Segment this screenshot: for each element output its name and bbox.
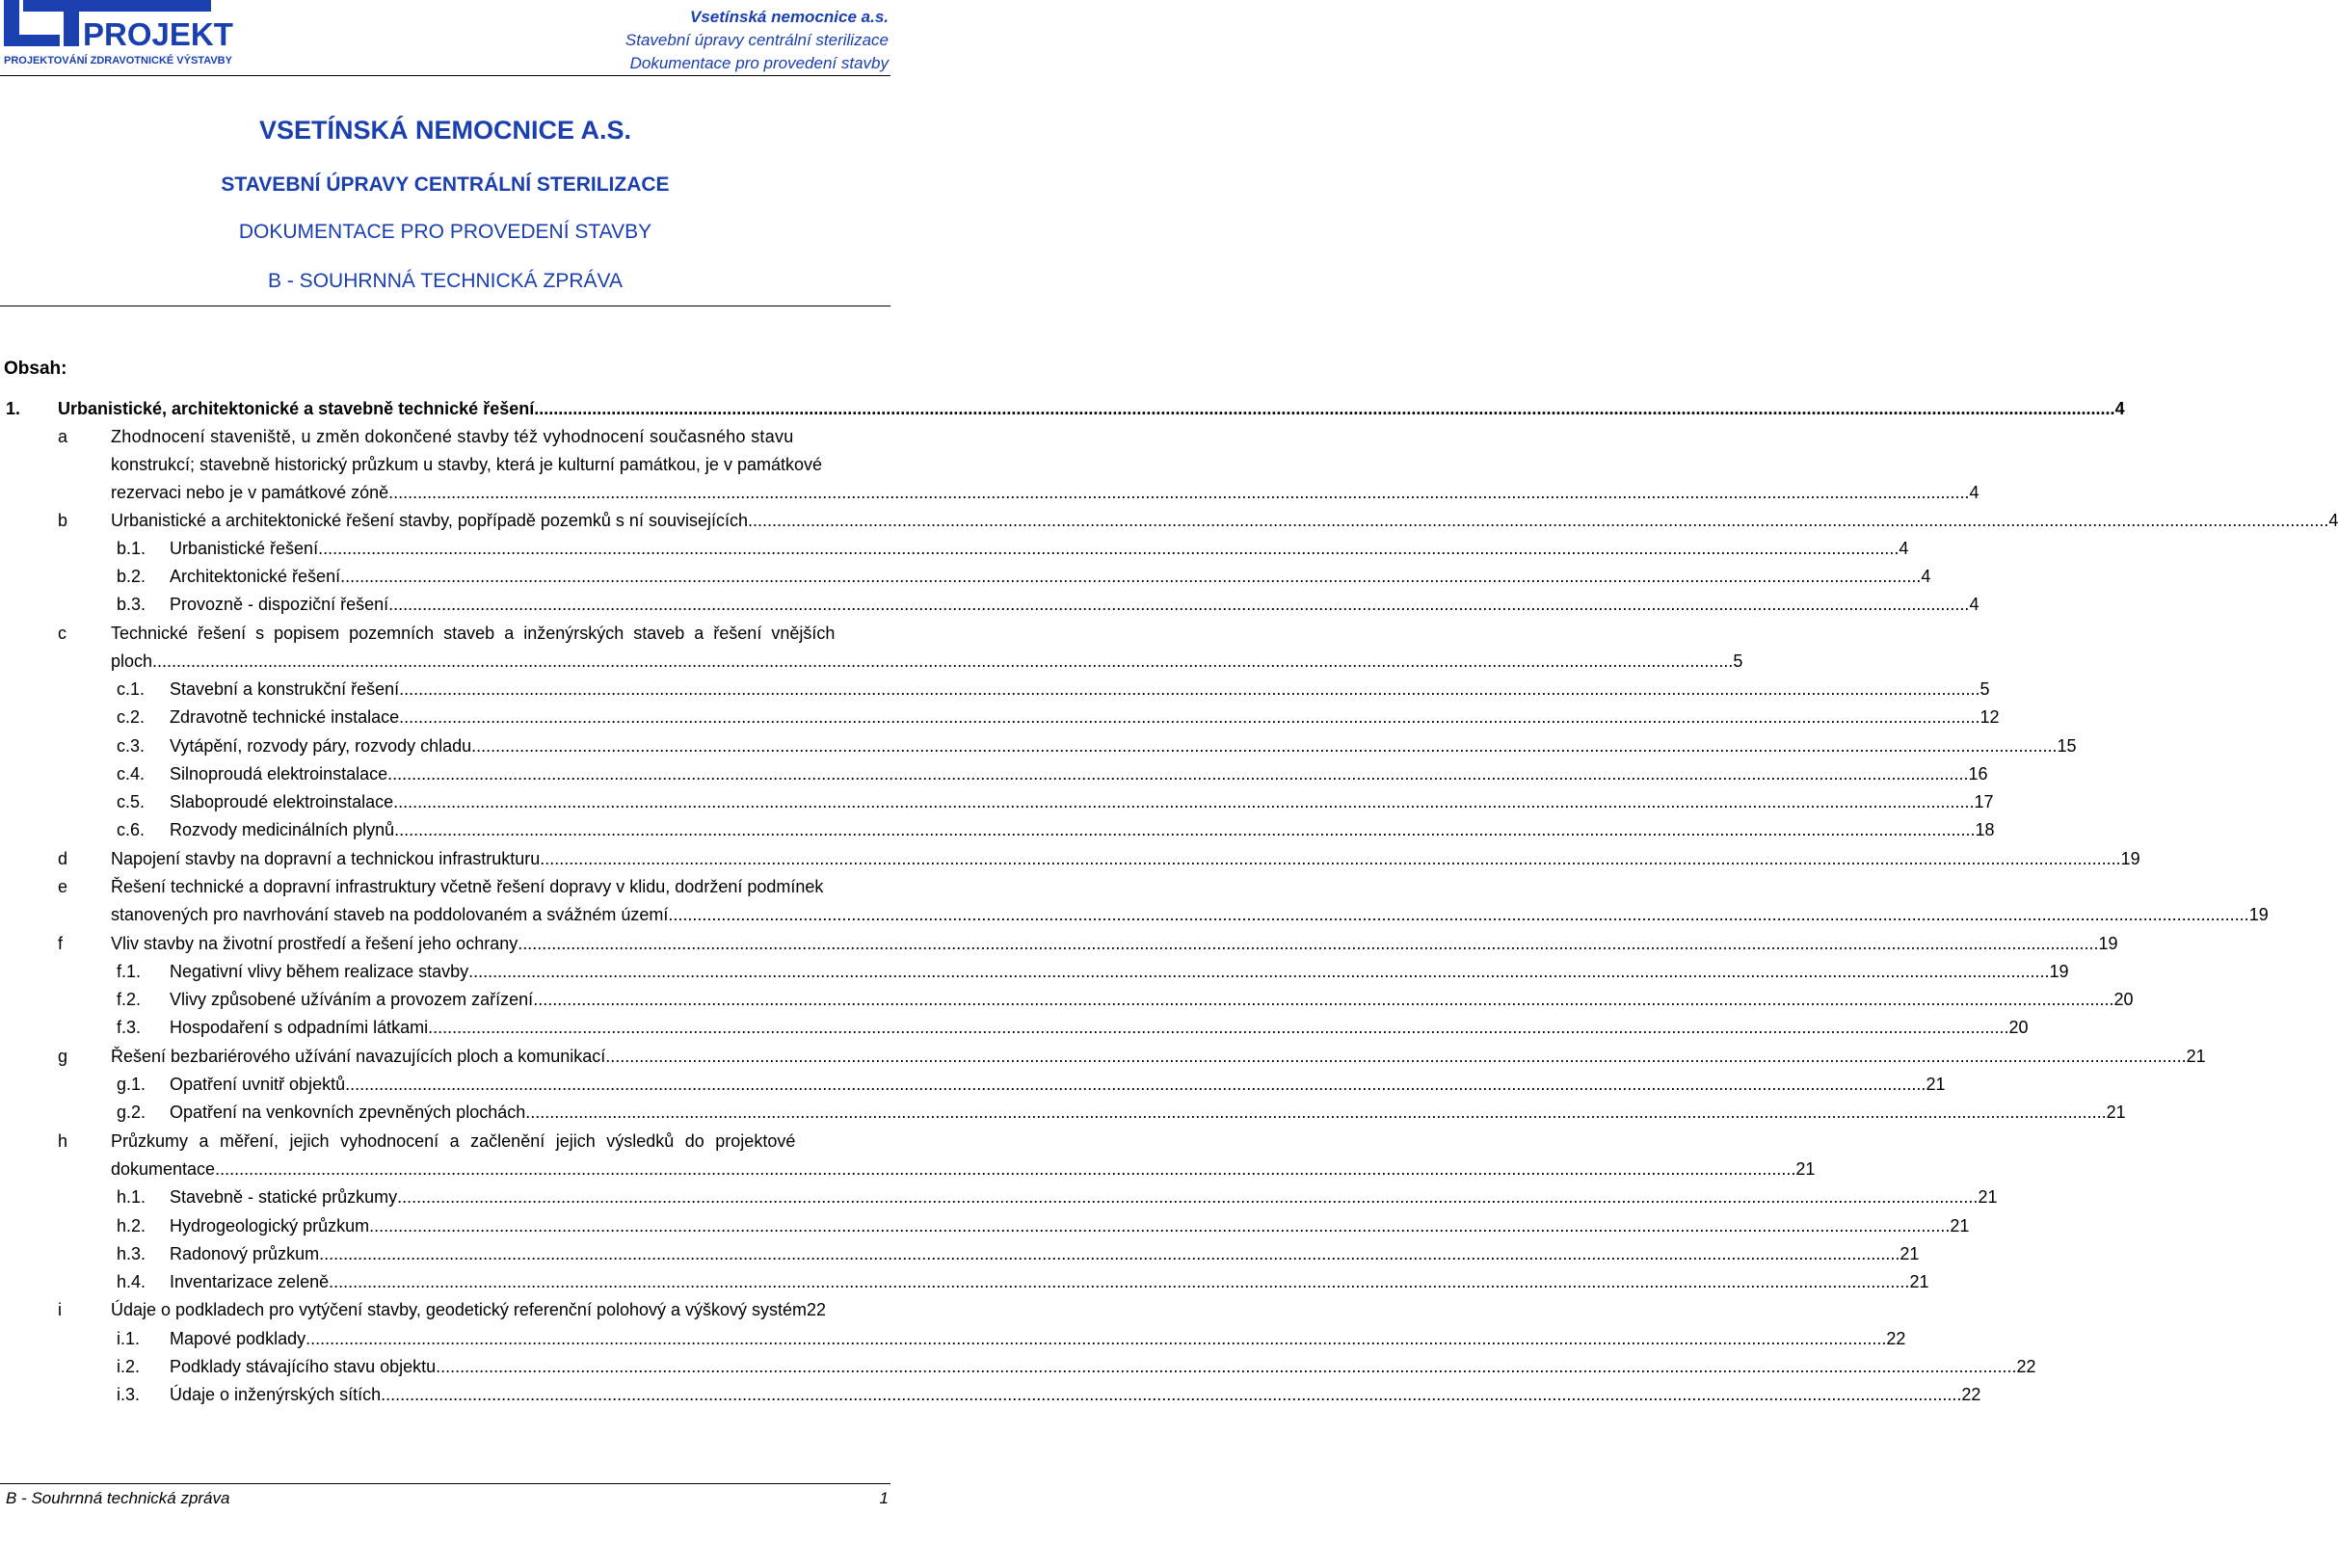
toc-page: 16 bbox=[1968, 764, 1988, 784]
toc-page: 19 bbox=[2049, 962, 2069, 981]
toc-number: c.6. bbox=[117, 820, 146, 839]
toc-label: Napojení stavby na dopravní a technickou infrastrukturu bbox=[111, 849, 541, 868]
toc-entry-f3[interactable] bbox=[0, 1014, 2029, 1042]
toc-leader bbox=[428, 1014, 2008, 1042]
toc-page: 19 bbox=[2248, 905, 2269, 924]
toc-label: Hospodaření s odpadními látkami bbox=[170, 1018, 429, 1037]
toc-number: c bbox=[58, 624, 66, 643]
title-project: STAVEBNÍ ÚPRAVY CENTRÁLNÍ STERILIZACE bbox=[221, 173, 670, 196]
toc-leader bbox=[668, 901, 2248, 929]
toc-label-line1: Zhodnocení staveniště, u změn dokončené stavby též vyhodnocení současného stavu bbox=[111, 427, 794, 446]
toc-entry-c2[interactable] bbox=[0, 704, 2000, 731]
toc-entry-h4[interactable] bbox=[0, 1268, 1929, 1296]
toc-line bbox=[170, 1240, 1920, 1268]
toc-entry-c1[interactable] bbox=[0, 676, 1990, 704]
toc-label-line1: Technické řešení s popisem pozemních staveb a inženýrských staveb a řešení vnějších bbox=[111, 624, 836, 643]
toc-line bbox=[111, 479, 1979, 507]
toc-page: 21 bbox=[1909, 1272, 1929, 1291]
contents-heading: Obsah: bbox=[4, 359, 67, 379]
toc-number: 1. bbox=[6, 399, 21, 418]
toc-leader bbox=[340, 563, 1921, 591]
toc-line bbox=[170, 1071, 1946, 1099]
toc-label: Architektonické řešení bbox=[170, 567, 341, 586]
toc-leader bbox=[329, 1268, 1909, 1296]
svg-text:PROJEKTOVÁNÍ ZDRAVOTNICKÉ VÝST: PROJEKTOVÁNÍ ZDRAVOTNICKÉ VÝSTAVBY bbox=[4, 55, 232, 66]
toc-label: Rozvody medicinálních plynů bbox=[170, 820, 395, 839]
toc-page: 21 bbox=[1978, 1187, 1998, 1207]
toc-number: i.3. bbox=[117, 1385, 141, 1404]
toc-line bbox=[170, 1014, 2029, 1042]
toc-line bbox=[170, 676, 1990, 704]
toc-line bbox=[170, 1325, 1906, 1353]
toc-label: Slaboproudé elektroinstalace bbox=[170, 792, 394, 811]
toc-label: Údaje o podkladech pro vytýčení stavby, geodetický referenční polohový a výškový systém bbox=[111, 1300, 808, 1319]
toc-number: f.3. bbox=[117, 1018, 142, 1037]
toc-leader bbox=[397, 1183, 1978, 1211]
toc-line bbox=[111, 1296, 887, 1324]
toc-leader bbox=[748, 507, 2328, 535]
toc-page: 12 bbox=[1979, 707, 2000, 727]
toc-label: Opatření na venkovních zpevněných plochách bbox=[170, 1103, 526, 1122]
toc-line bbox=[170, 1268, 1929, 1296]
toc-entry-h3[interactable] bbox=[0, 1240, 1920, 1268]
toc-entry-g2[interactable] bbox=[0, 1099, 2126, 1127]
toc-number: g.1. bbox=[117, 1075, 146, 1094]
toc-entry-a-end bbox=[0, 479, 1979, 507]
toc-number: f bbox=[58, 934, 64, 953]
toc-label-line2: ploch bbox=[111, 651, 153, 671]
toc-page: 21 bbox=[1795, 1159, 1816, 1179]
toc-entry-c3[interactable] bbox=[0, 732, 2077, 760]
toc-line bbox=[170, 788, 1994, 816]
toc-page: 21 bbox=[1900, 1244, 1920, 1263]
toc-entry-c-end bbox=[0, 648, 1743, 676]
toc-entry-1[interactable] bbox=[0, 395, 2125, 423]
toc-line bbox=[111, 648, 1743, 676]
toc-page: 22 bbox=[1886, 1329, 1906, 1348]
toc-page: 22 bbox=[1961, 1385, 1981, 1404]
lt-projekt-logo bbox=[4, 0, 233, 67]
toc-page: 4 bbox=[1969, 483, 1979, 502]
toc-label: Urbanistické a architektonické řešení stavby, popřípadě pozemků s ní souvisejících bbox=[111, 511, 748, 530]
header-line-1: Vsetínská nemocnice a.s. bbox=[690, 8, 889, 26]
toc-entry-c[interactable] bbox=[0, 620, 890, 648]
toc-page: 4 bbox=[1899, 539, 1909, 558]
header-line-3: Dokumentace pro provedení stavby bbox=[629, 54, 889, 72]
toc-entry-h2[interactable] bbox=[0, 1212, 1970, 1240]
toc-number: g.2. bbox=[117, 1103, 146, 1122]
toc-label: Opatření uvnitř objektů bbox=[170, 1075, 346, 1094]
toc-line bbox=[111, 1156, 1816, 1183]
toc-line bbox=[170, 563, 1931, 591]
toc-label: Provozně - dispoziční řešení bbox=[170, 595, 389, 614]
toc-number: i.1. bbox=[117, 1329, 141, 1348]
toc-entry-a[interactable] bbox=[0, 423, 890, 451]
toc-number: a bbox=[58, 427, 68, 446]
toc-page: 21 bbox=[1926, 1075, 1946, 1094]
toc-label-line1: Průzkumy a měření, jejich vyhodnocení a začlenění jejich výsledků do projektové bbox=[111, 1131, 796, 1151]
toc-page: 4 bbox=[1921, 567, 1931, 586]
toc-page: 5 bbox=[1733, 651, 1743, 671]
toc-entry-i[interactable] bbox=[0, 1296, 890, 1324]
header-line-2: Stavební úpravy centrální sterilizace bbox=[624, 31, 889, 49]
toc-line bbox=[111, 507, 2338, 535]
toc-page: 4 bbox=[2114, 399, 2125, 418]
toc-line bbox=[170, 732, 2077, 760]
toc-label: Řešení bezbariérového užívání navazujících ploch a komunikací bbox=[111, 1047, 606, 1066]
toc-leader bbox=[534, 395, 2114, 423]
toc-entry-d[interactable] bbox=[0, 845, 2140, 873]
toc-entry-i3[interactable] bbox=[0, 1381, 1981, 1409]
header-rule bbox=[0, 75, 890, 76]
toc-leader bbox=[319, 1240, 1900, 1268]
toc-line bbox=[170, 591, 1979, 619]
toc-leader bbox=[388, 479, 1969, 507]
footer-page-number: 1 bbox=[879, 1489, 889, 1507]
toc-leader bbox=[388, 591, 1969, 619]
footer-document-name: B - Souhrnná technická zpráva bbox=[6, 1489, 230, 1507]
toc-label-line2: stanovených pro navrhování staveb na poddolovaném a svážném území bbox=[111, 905, 669, 924]
toc-entry-f[interactable] bbox=[0, 930, 2118, 958]
toc-label-line3: rezervaci nebo je v památkové zóně bbox=[111, 483, 389, 502]
document-header bbox=[625, 6, 889, 75]
toc-label: Urbanistické, architektonické a stavebně technické řešení bbox=[58, 399, 535, 418]
toc-leader bbox=[306, 1325, 1886, 1353]
toc-leader bbox=[525, 1099, 2106, 1127]
toc-leader bbox=[152, 648, 1733, 676]
toc-leader bbox=[533, 986, 2113, 1014]
toc-label: Negativní vlivy během realizace stavby bbox=[170, 962, 469, 981]
toc-leader bbox=[605, 1043, 2186, 1071]
toc-leader bbox=[518, 930, 2098, 958]
toc-label-line2: konstrukcí; stavebně historický průzkum u stavby, která je kulturní památkou, je v památkové bbox=[111, 455, 822, 474]
toc-entry-h[interactable] bbox=[0, 1128, 890, 1156]
toc-label: Urbanistické řešení bbox=[170, 539, 319, 558]
toc-number: c.5. bbox=[117, 792, 146, 811]
toc-entry-g[interactable] bbox=[0, 1043, 2206, 1071]
toc-line bbox=[170, 1381, 1981, 1409]
toc-number: g bbox=[58, 1047, 68, 1066]
toc-entry-i2[interactable] bbox=[0, 1353, 2036, 1381]
toc-label: Stavební a konstrukční řešení bbox=[170, 679, 400, 699]
toc-leader bbox=[215, 1156, 1795, 1183]
svg-text:PROJEKT: PROJEKT bbox=[83, 16, 233, 52]
toc-line bbox=[170, 958, 2069, 986]
toc-page: 4 bbox=[1969, 595, 1979, 614]
toc-page: 21 bbox=[2106, 1103, 2126, 1122]
toc-entry-h-end bbox=[0, 1156, 1816, 1183]
toc-number: e bbox=[58, 877, 68, 896]
toc-label: Mapové podklady bbox=[170, 1329, 306, 1348]
toc-line bbox=[170, 1183, 1998, 1211]
toc-line bbox=[170, 1212, 1970, 1240]
toc-number: h.4. bbox=[117, 1272, 146, 1291]
toc-label: Vlivy způsobené užíváním a provozem zařízení bbox=[170, 990, 534, 1009]
toc-line bbox=[111, 930, 2118, 958]
toc-number: b.3. bbox=[117, 595, 146, 614]
toc-leader bbox=[381, 1381, 1961, 1409]
toc-number: h bbox=[58, 1131, 68, 1151]
toc-label: Inventarizace zeleně bbox=[170, 1272, 330, 1291]
toc-leader bbox=[468, 958, 2049, 986]
toc-number: b bbox=[58, 511, 68, 530]
toc-page: 17 bbox=[1974, 792, 1994, 811]
toc-leader bbox=[387, 760, 1968, 788]
toc-line bbox=[111, 901, 2269, 929]
toc-page: 22 bbox=[807, 1300, 827, 1319]
toc-page: 15 bbox=[2057, 736, 2077, 756]
toc-number: h.1. bbox=[117, 1187, 146, 1207]
toc-number: b.2. bbox=[117, 567, 146, 586]
title-stage: DOKUMENTACE PRO PROVEDENÍ STAVBY bbox=[238, 221, 652, 243]
toc-number: i.2. bbox=[117, 1357, 141, 1376]
toc-entry-c4[interactable] bbox=[0, 760, 1988, 788]
toc-entry-c5[interactable] bbox=[0, 788, 1994, 816]
toc-line bbox=[170, 986, 2134, 1014]
toc-leader bbox=[393, 788, 1974, 816]
title-hospital: VSETÍNSKÁ NEMOCNICE A.S. bbox=[258, 116, 632, 145]
toc-number: c.2. bbox=[117, 707, 146, 727]
toc-label: Radonový průzkum bbox=[170, 1244, 320, 1263]
toc-page: 18 bbox=[1975, 820, 1995, 839]
toc-entry-h1[interactable] bbox=[0, 1183, 1998, 1211]
toc-leader bbox=[540, 845, 2120, 873]
toc-number: i bbox=[58, 1300, 62, 1319]
toc-label: Podklady stávajícího stavu objektu bbox=[170, 1357, 437, 1376]
toc-entry-b1[interactable] bbox=[0, 535, 1909, 563]
toc-leader bbox=[476, 732, 2057, 760]
toc-page: 5 bbox=[1979, 679, 1990, 699]
toc-line bbox=[170, 535, 1909, 563]
toc-leader bbox=[399, 704, 1979, 731]
toc-entry-e-end bbox=[0, 901, 2269, 929]
toc-page: 19 bbox=[2098, 934, 2118, 953]
toc-entry-b3[interactable] bbox=[0, 591, 1979, 619]
toc-line bbox=[111, 845, 2140, 873]
title-part: B - SOUHRNNÁ TECHNICKÁ ZPRÁVA bbox=[268, 270, 623, 292]
toc-number: h.2. bbox=[117, 1216, 146, 1236]
toc-label: Údaje o inženýrských sítích bbox=[170, 1385, 382, 1404]
toc-entry-b[interactable] bbox=[0, 507, 2338, 535]
toc-leader bbox=[345, 1071, 1926, 1099]
toc-number: f.1. bbox=[117, 962, 142, 981]
toc-number: c.3. bbox=[117, 736, 146, 756]
toc-leader bbox=[369, 1212, 1950, 1240]
toc-line bbox=[111, 1043, 2206, 1071]
toc-label: Hydrogeologický průzkum bbox=[170, 1216, 370, 1236]
toc-number: c.1. bbox=[117, 679, 146, 699]
toc-line bbox=[170, 760, 1988, 788]
toc-number: d bbox=[58, 849, 68, 868]
toc-entry-b2[interactable] bbox=[0, 563, 1931, 591]
toc-label: Vliv stavby na životní prostředí a řešení jeho ochrany bbox=[111, 934, 518, 953]
toc-page: 20 bbox=[2113, 990, 2134, 1009]
toc-entry-a-cont bbox=[0, 451, 890, 479]
toc-label: Vytápění, rozvody páry, rozvody chladu. bbox=[170, 736, 477, 756]
toc-leader bbox=[399, 676, 1979, 704]
toc-page: 4 bbox=[2328, 511, 2338, 530]
toc-label-line1: Řešení technické a dopravní infrastruktury včetně řešení dopravy v klidu, dodržení podmínek bbox=[111, 877, 824, 896]
toc-entry-f2[interactable] bbox=[0, 986, 2134, 1014]
toc-line bbox=[58, 395, 2125, 423]
toc-page: 21 bbox=[1950, 1216, 1970, 1236]
toc-page: 21 bbox=[2186, 1047, 2206, 1066]
toc-leader bbox=[394, 816, 1975, 844]
toc-label: Zdravotně technické instalace bbox=[170, 707, 400, 727]
toc-label: Stavebně - statické průzkumy bbox=[170, 1187, 398, 1207]
toc-page: 19 bbox=[2120, 849, 2140, 868]
toc-page: 20 bbox=[2008, 1018, 2029, 1037]
toc-entry-c6[interactable] bbox=[0, 816, 1995, 844]
toc-entry-g1[interactable] bbox=[0, 1071, 1946, 1099]
toc-line bbox=[170, 816, 1995, 844]
toc-label: Silnoproudá elektroinstalace bbox=[170, 764, 388, 784]
toc-page: 22 bbox=[2016, 1357, 2036, 1376]
toc-entry-i1[interactable] bbox=[0, 1325, 1906, 1353]
toc-entry-f1[interactable] bbox=[0, 958, 2069, 986]
toc-line bbox=[170, 1099, 2126, 1127]
toc-number: b.1. bbox=[117, 539, 146, 558]
toc-line bbox=[170, 704, 2000, 731]
toc-entry-e[interactable] bbox=[0, 873, 890, 901]
toc-leader bbox=[318, 535, 1899, 563]
footer-rule bbox=[0, 1483, 890, 1484]
toc-number: c.4. bbox=[117, 764, 146, 784]
toc-leader bbox=[436, 1353, 2016, 1381]
toc-label-line2: dokumentace bbox=[111, 1159, 216, 1179]
toc-number: f.2. bbox=[117, 990, 142, 1009]
toc-number: h.3. bbox=[117, 1244, 146, 1263]
toc-line bbox=[170, 1353, 2036, 1381]
